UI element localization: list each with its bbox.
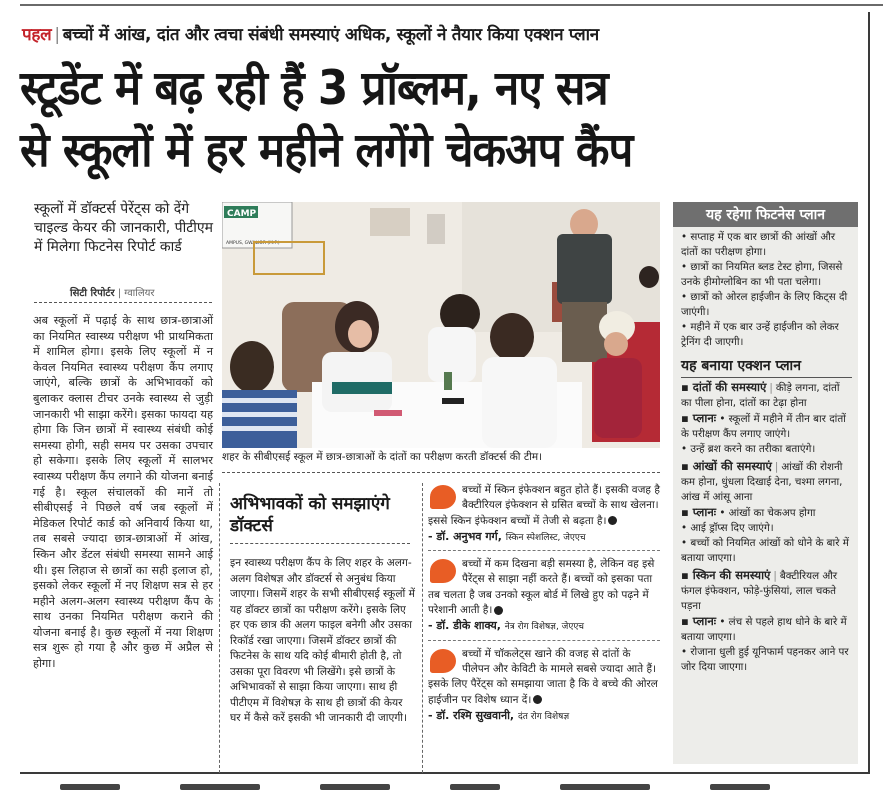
parents-box-title: अभिभावकों को समझाएंगे डॉक्टर्स — [230, 494, 390, 536]
top-rule — [20, 4, 883, 6]
parents-box-divider — [230, 543, 410, 544]
caption-divider — [222, 472, 660, 473]
byline — [70, 285, 155, 299]
headline-line-2: से स्कूलों में हर महीने लगेंगे चेकअप कैंप — [20, 123, 633, 178]
kicker-tag: पहल — [22, 25, 52, 45]
fitness-plan-list — [673, 227, 858, 350]
cutoff-text-fragment — [320, 784, 390, 790]
quote-bubble-icon — [430, 649, 456, 673]
quote-author-role: दंत रोग विशेषज्ञ — [517, 711, 570, 722]
article-body: अब स्कूलों में पढ़ाई के साथ छात्र-छात्राओं का नियमित स्वास्थ्य परीक्षण भी प्राथमिकता में शामिल होगा। इसके लिए स्कूलों में न केवल नियमित स्वास्थ्य परीक्षण कैंप लगाए जाएंगे, बल्कि छात्रों के अभिभावकों को बुलाकर क्लास टीचर उनके स्वास्थ्य से जुड़ी जानकारी भी साझा करेंगे। इसका फायदा यह होगा कि जिन छात्रों में स्वास्थ्य संबंधी कोई समस्या होगी, सही समय पर उसका उपचार हो सकेगा। इसके लिए स्कूलों में सालभर स्वास्थ्य परीक्षण कैंप लगाने की योजना बनाई गई है। स्कूल संचालकों की मानें तो सीबीएसई ने पिछले वर्ष जब स्कूलों में मेडिकल रिपोर्ट कार्ड को अनिवार्य किया था, तब सबसे ज्यादा छात्र-छात्राओं में आंख, स्किन और डेंटल संबंधी समस्या सामने आई थी। इस लिहाज से छात्रों का सही इलाज हो, इसको लेकर स्कूलों में नए शिक्षण सत्र से हर महीने अलग-अलग स्वास्थ्य परीक्षण कैंप के साथ उनका नियमित परीक्षण कराने की योजना बनाई है। कुछ स्कूलों में नया शिक्षण सत्र शुरू हो गया है और कुछ में अप्रैल से होगा। — [33, 314, 213, 671]
quote-bubble-icon — [430, 559, 456, 583]
action-section-teeth — [673, 378, 858, 457]
action-section-eyes — [673, 457, 858, 566]
quote-author — [428, 529, 660, 546]
section-problems: कीड़े लगना, दांतों का पीला होना, दांतों का टेढ़ा होना — [681, 382, 840, 409]
fitness-plan-item: • महीने में एक बार उन्हें हाईजीन को लेकर ट्रेनिंग दी जाएगी। — [681, 321, 839, 348]
end-dot-icon — [533, 695, 542, 704]
cutoff-text-fragment — [60, 784, 120, 790]
kicker-text: बच्चों में आंख, दांत और त्वचा संबंधी समस्याएं अधिक, स्कूलों ने तैयार किया एक्शन प्लान — [62, 25, 599, 45]
section-separator: | — [774, 461, 779, 473]
fitness-plan-item: • छात्रों का नियमित ब्लड टेस्ट होगा, जिससे उनके हीमोग्लोबिन का भी पता चलेगा। — [681, 261, 843, 288]
bottom-rule — [20, 772, 870, 774]
byline-reporter: सिटी रिपोर्टर — [70, 288, 115, 299]
svg-text:CAMP: CAMP — [227, 209, 257, 219]
svg-text:AMPUS, GWALIOR (M.P.): AMPUS, GWALIOR (M.P.) — [226, 241, 280, 246]
headline-line-1: स्टूडेंट में बढ़ रही हैं 3 प्रॉब्लम, नए सत्र — [20, 61, 608, 116]
quote-author-name: - डॉ. डीके शाक्य, — [428, 619, 501, 633]
quote-text: बच्चों में चॉकलेट्स खाने की वजह से दांतों के पीलेपन और केविटी के मामले सबसे ज्यादा आते हैं। इसके लिए पैरेंट्स को समझाया जाता है कि वे बच्चे की ओरल हाईजीन पर विशेष ध्यान दें। — [428, 647, 658, 706]
photo-illustration — [222, 202, 660, 448]
fitness-plan-title: यह रहेगा फिटनेस प्लान — [673, 202, 858, 227]
plan-text: • स्कूलों में महीने में तीन बार दांतों के परीक्षण कैंप लगाए जाएंगे। — [681, 413, 846, 440]
quote-author — [428, 618, 660, 635]
quote-bubble-icon — [430, 485, 456, 509]
quote-author-name: - डॉ. अनुभव गर्ग, — [428, 529, 502, 543]
cutoff-text-fragment — [180, 784, 260, 790]
fitness-plan-item: • छात्रों को ओरल हाईजीन के लिए किट्स दी जाएंगी। — [681, 291, 848, 318]
plan-extra: • बच्चों को नियमित आंखों को धोने के बारे में बताया जाएगा। — [681, 537, 849, 564]
quote-author-role: स्किन स्पेशलिस्ट, जेएएच — [505, 532, 586, 543]
photo-caption: शहर के सीबीएसई स्कूल में छात्र-छात्राओं के दांतों का परीक्षण करती डॉक्टर्स की टीम। — [222, 451, 543, 463]
article-photo — [222, 202, 660, 448]
plan-sidebar — [673, 202, 858, 764]
next-article-cutoff — [60, 784, 880, 795]
end-dot-icon — [608, 516, 617, 525]
plan-extra: • आई ड्रॉप्स दिए जाएंगे। — [681, 522, 774, 534]
cutoff-text-fragment — [450, 784, 500, 790]
quote-item — [428, 483, 660, 551]
section-separator: | — [769, 382, 773, 394]
cutoff-text-fragment — [560, 784, 650, 790]
parents-box — [219, 483, 423, 773]
kicker-separator: | — [54, 25, 60, 45]
parents-box-text: इन स्वास्थ्य परीक्षण कैंप के लिए शहर के अलग-अलग विशेषज्ञ और डॉक्टर्स से अनुबंध किया जाएगा। जिसमें शहर के सभी सीबीएसई स्कूलों में यह डॉक्टर छात्रों का परीक्षण करेंगे। इसके लिए हर एक छात्र की अलग फाइल बनेगी और उसका रिकॉर्ड रखा जाएगा। जिसमें डॉक्टर छात्रों की फिटनेस के साथ यदि कोई बीमारी होती है, तो उसका पूरा विवरण भी लिखेंगे। इसे छात्रों के अभिभावकों से साझा किया जाएगा। साथ ही पीटीएम में विशेषज्ञ के साथ ही छात्रों की केयर घर में कैसे करें इसकी भी जानकारी दी जाएगी। — [230, 557, 415, 724]
byline-city: ग्वालियर — [124, 288, 155, 299]
plan-label: ▪ प्लानः — [681, 614, 717, 628]
section-label: ▪ स्किन की समस्याएं — [681, 568, 771, 582]
action-plan-title: यह बनाया एक्शन प्लान — [681, 356, 852, 378]
plan-label: ▪ प्लानः — [681, 411, 717, 425]
section-label: ▪ दांतों की समस्याएं — [681, 380, 767, 394]
plan-extra: • उन्हें ब्रश करने का तरीका बताएंगे। — [681, 443, 816, 455]
fitness-plan-item: • सप्ताह में एक बार छात्रों की आंखों और दांतों का परीक्षण होगा। — [681, 231, 836, 258]
subheadline: स्कूलों में डॉक्टर्स पेरेंट्स को देंगे चाइल्ड केयर की जानकारी, पीटीएम में मिलेगा फिटनेस रिपोर्ट कार्ड — [34, 201, 213, 255]
plan-label: ▪ प्लानः — [681, 505, 717, 519]
quote-author-name: - डॉ. रश्मि सुखवानी, — [428, 708, 515, 722]
end-dot-icon — [494, 606, 503, 615]
section-separator: | — [773, 570, 777, 582]
quote-item — [428, 647, 660, 729]
quote-author-role: नेत्र रोग विशेषज्ञ, जेएएच — [504, 622, 585, 633]
plan-text: • आंखों का चेकअप होगा — [719, 507, 816, 519]
expert-quotes — [428, 483, 660, 735]
quote-item — [428, 557, 660, 640]
kicker — [22, 22, 599, 45]
byline-separator: | — [114, 288, 125, 299]
section-problems: आंखों की रोशनी कम होना, धुंधला दिखाई देना, चश्मा लगना, आंख में आंसू आना — [681, 461, 843, 503]
byline-divider — [34, 302, 212, 303]
plan-text: • लंच से पहले हाथ धोने के बारे में बताया जाएगा। — [681, 616, 847, 643]
plan-extra: • रोजाना धुली हुई यूनिफार्म पहनकर आने पर जोर दिया जाएगा। — [681, 646, 849, 673]
quote-text: बच्चों में कम दिखना बड़ी समस्या है, लेकिन वह इसे पैरेंट्स से साझा नहीं करते हैं। बच्चों को इसका पता तब चलता है जब उनको स्कूल बोर्ड में लिखे हुए को पढ़ने में परेशानी आती है। — [428, 558, 655, 617]
cutoff-text-fragment — [710, 784, 770, 790]
action-section-skin — [673, 566, 858, 675]
headline — [20, 58, 632, 182]
quote-text: बच्चों में स्किन इंफेक्शन बहुत होते हैं। इसकी वजह है बैक्टीरियल इंफेक्शन से ग्रसित बच्चों के साथ खेलना। इससे स्किन इंफेक्शन बच्चों में तेजी से बढ़ता है। — [428, 484, 660, 527]
section-label: ▪ आंखों की समस्याएं — [681, 459, 772, 473]
section-problems: बैक्टीरियल और फंगल इंफेक्शन, फोड़े-फुंसियां, लाल चकते पड़ना — [681, 570, 838, 612]
quote-author — [428, 708, 660, 725]
right-rule — [868, 12, 870, 774]
